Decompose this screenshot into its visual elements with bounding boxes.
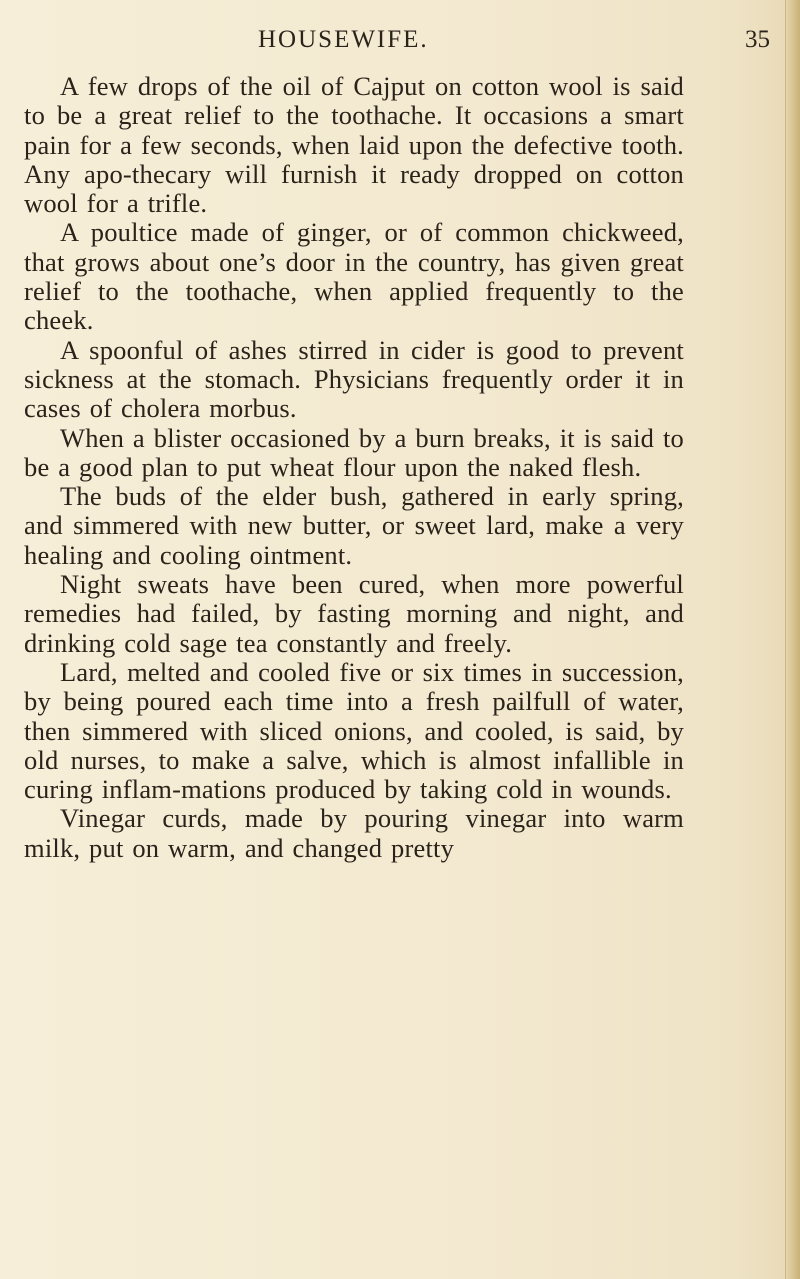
paragraph-poultice: A poultice made of ginger, or of common chickweed, that grows about one’s door in the country, has given great relief to the toothache, when applied frequently to the cheek.	[24, 217, 684, 336]
paragraph-cajput-oil: A few drops of the oil of Cajput on cotton wool is said to be a great relief to the toothache. It occasions a smart pain for a few seconds, when laid upon the defective tooth. Any apo-thecary will furnish it ready dropped on cotton wool for a trifle.	[24, 71, 684, 219]
paragraph-blister: When a blister occasioned by a burn breaks, it is said to be a good plan to put wheat flour upon the naked flesh.	[24, 422, 684, 482]
page-header	[40, 26, 770, 60]
running-title: HOUSEWIFE.	[258, 26, 429, 53]
paragraph-night-sweats: Night sweats have been cured, when more powerful remedies had failed, by fasting morning and night, and drinking cold sage tea constantly and freely.	[24, 569, 684, 658]
paragraph-ashes-cider: A spoonful of ashes stirred in cider is good to prevent sickness at the stomach. Physicians frequently order it in cases of cholera morbus.	[24, 334, 684, 424]
page-number: 35	[745, 26, 770, 53]
paragraph-elder-buds: The buds of the elder bush, gathered in early spring, and simmered with new butter, or sweet lard, make a very healing and cooling ointment.	[24, 481, 684, 570]
page-edge	[785, 0, 800, 1279]
paragraph-lard-salve: Lard, melted and cooled five or six times in succession, by being poured each time into a fresh pailfull of water, then simmered with sliced onions, and cooled, is said, by old nurses, to make a salve, which is almost infallible in curing inflam-mations produced by taking cold in wounds.	[24, 656, 684, 805]
paragraph-vinegar-curds: Vinegar curds, made by pouring vinegar into warm milk, put on warm, and changed pretty	[24, 803, 684, 863]
body-text	[24, 72, 684, 863]
